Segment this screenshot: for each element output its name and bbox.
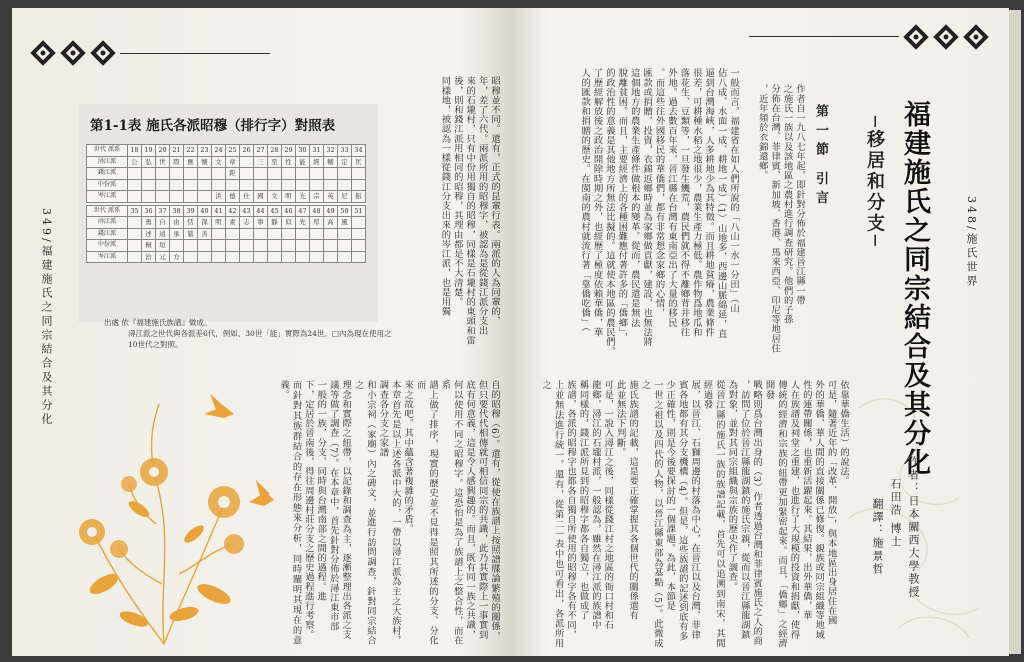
table-cell — [268, 168, 282, 180]
table-cell: 章 — [226, 156, 240, 168]
text-column: 一般的一族，分支、同時與台灣南部之間的過程。進 — [315, 380, 327, 601]
table-cell — [156, 179, 170, 191]
table-cell: 光 — [296, 191, 310, 203]
table-cell — [296, 179, 310, 191]
text-column: 來的石壠村，只有中份用獨自的昭穆，同樣是石壠村的東頭和雷 — [464, 76, 476, 345]
table-row — [87, 156, 366, 168]
table-cell — [240, 240, 254, 252]
table-cell: 22 — [184, 145, 198, 157]
table-cell: 21 — [170, 145, 184, 157]
table-cell — [156, 191, 170, 203]
table-cell: 20 — [156, 145, 170, 157]
table-cell — [282, 179, 296, 191]
text-column: 本章首先是以上述各派中大的，一帶以潯江派為主之大族村，調查各分支之家譜 — [377, 380, 401, 645]
table-cell — [184, 179, 198, 191]
table-cell: 49 — [324, 205, 338, 217]
row-header-cell: 潯江派 — [87, 156, 128, 168]
table-cell — [296, 168, 310, 180]
page-runner: 349/福建施氏之同宗結合及其分化 — [40, 208, 53, 427]
table-cell: 23 — [198, 145, 212, 157]
table-cell — [142, 179, 156, 191]
text-column: 議等做了調查（7）。在本章中，首先針對分佈於潯江東市部 — [327, 380, 339, 632]
table-cell: 治 — [142, 251, 156, 263]
text-column: 從晉江縣的施氏一族的族譜記載，首先可以追溯到南宋，其間經過發 — [701, 380, 725, 648]
text-column: 外地。過去數百年來，晉江縣在台灣有東南亞出了大量的移民 — [665, 68, 677, 328]
text-column: 昭穆並不同。還有，正式的昆輩行表。兩派的人為同輩的， — [489, 76, 500, 326]
table-cell — [212, 168, 226, 180]
table-cell — [352, 168, 366, 180]
row-header-cell: 岑江派 — [87, 191, 128, 203]
table-cell — [198, 168, 212, 180]
text-column: 而針對其族群結合的存在形態來分析，同時闡明其現在的意義。 — [278, 380, 302, 645]
table-cell — [142, 191, 156, 203]
table-cell: 弘 — [142, 156, 156, 168]
table-cell — [212, 251, 226, 263]
table-cell: 經 — [310, 156, 324, 168]
table-cell — [254, 228, 268, 240]
table-cell: 振 — [352, 191, 366, 203]
table-cell — [198, 179, 212, 191]
table-cell — [324, 240, 338, 252]
table-cell — [184, 251, 198, 263]
row-header-cell: 潯江派 — [87, 217, 128, 229]
table-cell: 36 — [142, 205, 156, 217]
table-cell: 勇 — [142, 217, 156, 229]
text-column: 分佈在台灣、菲律賓、新加坡、香港、馬來西亞、印尼等地居住 — [769, 84, 781, 353]
table-cell — [310, 228, 324, 240]
table-cell — [128, 228, 142, 240]
table-cell: 英 — [324, 191, 338, 203]
table-cell — [352, 251, 366, 263]
table-cell: 45 — [268, 205, 282, 217]
table-cell: 19 — [142, 145, 156, 157]
table-row — [87, 240, 366, 252]
text-column: 可是，隨著近年的「改革．開放」，與本地區出身居住在國 — [825, 380, 837, 625]
right-lower-text — [533, 380, 849, 648]
text-column: 賓各地都有其分支機構（4）。但是，這些族譜的記述到底有多 — [676, 380, 688, 641]
section-heading: 第一節 引言 — [813, 104, 828, 210]
table-cell: 志 — [240, 217, 254, 229]
table-cell — [338, 228, 352, 240]
text-column: 後，則和錢江派用相同的昭穆，其理由都是不大清楚。 — [451, 76, 463, 307]
table-cell: 應 — [184, 156, 198, 168]
table-cell: 方 — [170, 251, 184, 263]
table-cell: 善 — [198, 228, 212, 240]
translator: 翻譯：施景哲 — [871, 498, 884, 576]
table-cell — [156, 168, 170, 180]
table-cell — [212, 240, 226, 252]
clan-generation-table — [86, 144, 366, 263]
table-cell: 元 — [156, 251, 170, 263]
text-column: 人在族譜及祠堂之重建，也進行了大規模的投資和捐獻，使得 — [788, 380, 800, 640]
diamond-ornament-icon — [58, 38, 88, 68]
text-column: 匯款或捐贈，投資，衣錦返鄉時並為家鄉做貢獻，建設，也無法將 — [641, 68, 653, 347]
table-cell — [268, 251, 282, 263]
text-column: 可是，一說入潯江之後，同樣從錢江村之地區的衙口村和石 — [602, 380, 614, 630]
table-cell: 18 — [128, 145, 142, 157]
table-cell: 41 — [212, 205, 226, 217]
diamond-ornament-icon — [961, 22, 991, 52]
table-cell: 26 — [240, 145, 254, 157]
text-column: ，近年頻於衣錦還鄉。 — [756, 84, 768, 180]
table-cell — [282, 228, 296, 240]
table-cell — [254, 251, 268, 263]
text-column: 施氏族譜的記載，這是要正確掌握其各個世代的關係還有 — [627, 380, 639, 620]
left-upper-text — [400, 76, 500, 376]
table-cell: 51 — [352, 205, 366, 217]
table-cell: 能 — [296, 156, 310, 168]
table-cell: 深 — [198, 217, 212, 229]
text-column: 作者自一九八七年起，即針對分佈於福建晉江縣一帶 — [794, 84, 805, 305]
table-cell: 明 — [212, 217, 226, 229]
table-cell: 性 — [282, 156, 296, 168]
table-cell: 47 — [296, 205, 310, 217]
table-row — [87, 145, 366, 157]
table-row — [87, 217, 366, 229]
table-cell: 承 — [170, 228, 184, 240]
text-column: 戰略則爲台灣出身的（3）作者透過台灣和菲律賓施氏之人的商 — [751, 380, 763, 646]
table-cell: 25 — [226, 145, 240, 157]
right-upper-text — [533, 68, 739, 374]
table-cell — [128, 240, 142, 252]
table-cell: 寧 — [254, 217, 268, 229]
text-column: 依靠華僑生活）的說法。 — [838, 380, 849, 486]
table-cell — [170, 168, 184, 180]
table-cell: 文 — [212, 156, 226, 168]
table-cell: 世 — [156, 156, 170, 168]
table-row — [87, 168, 366, 180]
text-column: 此並無法下判斷。 — [614, 380, 626, 457]
clan-table-box — [78, 104, 378, 322]
table-cell — [254, 240, 268, 252]
table-cell: 42 — [226, 205, 240, 217]
table-cell: 遠 — [156, 228, 170, 240]
text-column: 何以使用不同之昭穆字。這恐怕是為了族譜上之整合性，而在系 — [439, 380, 463, 645]
table-cell — [128, 251, 142, 263]
text-column: 一世之祖以及四代的人物，以晉江縣東部為基點（5）。此微成之 — [639, 380, 663, 648]
text-column: 佔八成、水面一成、耕地一成）（1）山地多，西邊山脈綿延，直 — [715, 68, 727, 339]
table-cell — [128, 168, 142, 180]
header-rule — [749, 36, 899, 37]
table-cell: 懷 — [198, 156, 212, 168]
text-column: 了歷經解放後之政治開除時期之外，也經歷了極度依賴華僑，華 — [591, 68, 603, 337]
table-cell: 仕 — [240, 191, 254, 203]
table-cell — [254, 168, 268, 180]
table-cell: 40 — [198, 205, 212, 217]
table-cell — [254, 179, 268, 191]
table-cell — [226, 240, 240, 252]
diamond-ornament-icon — [28, 38, 58, 68]
table-cell — [226, 251, 240, 263]
table-row — [87, 228, 366, 240]
table-cell: 33 — [338, 145, 352, 157]
swirl-decoration — [839, 368, 999, 648]
page-runner: 348/施氏世界 — [965, 196, 978, 289]
row-header-cell: 錢江派 — [87, 228, 128, 240]
text-column: 展，以晉江、石獅周邊的村落為中心，在晉江以及台灣、菲律 — [689, 380, 701, 640]
table-cell — [128, 179, 142, 191]
text-column: 族譜，各派的昭穆字也都各自獨自所使用的昭穆字各有不同， — [565, 380, 577, 640]
left-lower-text — [278, 380, 500, 645]
table-cell: 29 — [282, 145, 296, 157]
text-column: 少正確性，則是今後要探討的一個課題。為此，本節是 — [664, 380, 676, 611]
table-cell: 高 — [324, 217, 338, 229]
table-cell — [184, 191, 198, 203]
table-row — [87, 251, 366, 263]
table-cell — [170, 179, 184, 191]
text-column: 落花生、豆類等，一旦發生饑荒，農民們就不得不離鄉背井移往 — [678, 68, 690, 337]
table-cell — [184, 168, 198, 180]
text-column: 龍鄉，潯江的石壠村派，一般認為，雖然在潯江派的族譜中 — [589, 380, 601, 630]
table-cell: 由 — [170, 217, 184, 229]
header-rule — [120, 53, 270, 54]
table-cell: 37 — [156, 205, 170, 217]
text-column: 但只要代代相傳就可相信同宗的共識，此乃其實際上一事實到 — [476, 380, 488, 640]
table-cell — [324, 251, 338, 263]
intro-text — [743, 84, 805, 374]
table-cell: 恬 — [184, 217, 198, 229]
caption-line: 潯江派之世代與各派差6代，例如、30世「能」實際為24世。□內為現在使用之10世代之對照。 — [128, 329, 392, 349]
table-row — [87, 205, 366, 217]
table-cell — [240, 251, 254, 263]
table-cell: 際 — [170, 156, 184, 168]
text-column: 外的華僑、華人間的直接關係已修復。親族或同宗組織等地域 — [813, 380, 825, 640]
table-cell — [352, 228, 366, 240]
caption-line: 出處 依『福建施氏族譜』做成。 — [104, 318, 212, 327]
table-cell: 垣 — [156, 240, 170, 252]
text-column: 底有何意義，這是令人感興趣的。而且，既有同一族之共識， — [464, 380, 476, 640]
table-cell — [352, 217, 366, 229]
table-cell — [324, 179, 338, 191]
text-column: 這個地方的農業生產條件做根本的變革。從而，農民還是無法 — [628, 68, 640, 328]
table-cell — [240, 168, 254, 180]
table-cell — [338, 179, 352, 191]
page-edge — [1009, 10, 1021, 654]
table-cell: 距 — [226, 168, 240, 180]
author-name: 石田浩 博士 — [889, 478, 902, 549]
table-cell — [198, 191, 212, 203]
table-cell — [226, 179, 240, 191]
table-cell: 39 — [184, 205, 198, 217]
table-cell: 38 — [170, 205, 184, 217]
table-cell — [352, 179, 366, 191]
table-cell — [310, 168, 324, 180]
table-cell: 靜 — [268, 217, 282, 229]
table-cell — [282, 251, 296, 263]
text-column: 年，差了六代。兩派所用的昭穆字，被認為是從錢江派分支出 — [476, 76, 488, 336]
table-cell: 似 — [282, 217, 296, 229]
table-cell: 宗 — [310, 191, 324, 203]
table-cell: 28 — [268, 145, 282, 157]
table-cell — [310, 179, 324, 191]
table-cell — [296, 228, 310, 240]
table-cell: 46 — [282, 205, 296, 217]
table-cell — [226, 228, 240, 240]
author-affiliation: 作者：日本關西大學教授 — [907, 456, 920, 599]
text-column: 很差，可耕種水稻之地很少，農業生產力極低。農作物爲地瓜和 — [690, 68, 702, 337]
table-cell — [128, 217, 142, 229]
row-header-cell: 世代 派系 — [87, 145, 128, 157]
table-caption — [104, 317, 394, 350]
table-cell: 德 — [226, 191, 240, 203]
table-cell — [324, 168, 338, 180]
text-column: 譜上做了排序，現實的歷史並不見得是照其所述的分支、分化而 — [414, 380, 438, 645]
table-cell: 文 — [268, 191, 282, 203]
table-cell: 匡 — [352, 156, 366, 168]
floral-illustration — [34, 384, 302, 646]
table-cell — [142, 168, 156, 180]
text-column: 同樣地，被認為一樣從錢江分支出來的岑江派，也是用獨 — [439, 76, 451, 316]
table-cell — [352, 240, 366, 252]
table-cell: 述 — [142, 228, 156, 240]
text-column: 性的連帶關係，也重新活躍起來。其結果，出外華僑，華 — [800, 380, 812, 620]
table-cell: 自 — [156, 217, 170, 229]
table-cell: 32 — [324, 145, 338, 157]
row-header-cell: 錢江派 — [87, 168, 128, 180]
text-column: 人的匯款和捐贈的歷史。在閩南的農村就流行著「靠僑吃僑」（ — [579, 68, 591, 333]
table-cell: 35 — [128, 205, 142, 217]
table-row — [87, 191, 366, 203]
table-cell: 公 — [128, 156, 142, 168]
table-cell — [296, 240, 310, 252]
table-cell: 厚 — [310, 217, 324, 229]
text-column: 一般而言，福建省在如人們所說的「八山一水一分田」（山 — [728, 68, 739, 313]
table-cell — [170, 191, 184, 203]
table-cell: 明 — [282, 191, 296, 203]
text-column: 和小宗祠（家廟）內之碑文，並進行訪問調查，針對同宗結合之 — [352, 380, 376, 645]
row-header-cell: 中份派 — [87, 179, 128, 191]
row-header-cell: 中份派 — [87, 240, 128, 252]
table-cell: 43 — [240, 205, 254, 217]
table-cell — [268, 179, 282, 191]
table-cell: 桐 — [142, 240, 156, 252]
row-header-cell: 世代 派系 — [87, 205, 128, 217]
text-column: 逼到台灣海峽，人多耕地少為其特徵。而且耕地貧瘠，農業條件 — [703, 68, 715, 337]
right-page — [509, 8, 1009, 656]
table-cell — [324, 228, 338, 240]
table-cell: 44 — [254, 205, 268, 217]
article-title: 福建施氏之同宗結合及其分化 — [899, 100, 930, 477]
table-cell: 至 — [268, 156, 282, 168]
article-subtitle: ─移居和分支─ — [864, 116, 885, 249]
table-cell: 48 — [310, 205, 324, 217]
table-cell: 輔 — [324, 156, 338, 168]
diamond-ornament-icon — [931, 22, 961, 52]
text-column: 上並無法進行統一。還有，從第二一表中也可看出，各派所用之 — [540, 380, 564, 648]
table-cell: 定 — [338, 156, 352, 168]
table-cell — [128, 191, 142, 203]
table-cell: 24 — [212, 145, 226, 157]
table-cell — [240, 228, 254, 240]
table-cell — [296, 251, 310, 263]
text-column: 稱同樣的，錢江派所見到的昭穆字都各自獨立，也做成了 — [577, 380, 589, 620]
table-cell — [184, 240, 198, 252]
table-cell: 31 — [310, 145, 324, 157]
text-column: 下，定居於晉南後，得往周邊村莊分支之歷史過程進行考察。 — [302, 380, 314, 640]
table-cell — [198, 251, 212, 263]
left-page — [12, 8, 509, 656]
table-cell — [282, 168, 296, 180]
table-cell: 50 — [338, 205, 352, 217]
table-cell: 三 — [254, 156, 268, 168]
table-cell — [338, 240, 352, 252]
table-cell — [310, 251, 324, 263]
table-cell — [268, 228, 282, 240]
table-cell — [268, 240, 282, 252]
table-cell: 纂 — [184, 228, 198, 240]
table-cell — [240, 156, 254, 168]
text-column: 來之故吧。其中蘊含著複雜的矛盾。 — [402, 380, 414, 534]
text-column: 理念和實際之紐帶，以記錄和調查為主，逐漸整理出各派之支 — [340, 380, 352, 640]
table-cell: 洪 — [212, 191, 226, 203]
table-cell: 34 — [352, 145, 366, 157]
diamond-ornament-icon — [88, 38, 118, 68]
text-column: 。而這些往外國移民的華僑們，都有非常想念家鄉的心情， — [653, 68, 665, 318]
table-cell — [170, 240, 184, 252]
table-cell — [338, 251, 352, 263]
table-cell — [338, 168, 352, 180]
table-cell — [212, 179, 226, 191]
row-header-cell: 岑江派 — [87, 251, 128, 263]
table-cell — [282, 240, 296, 252]
text-column: 自的昭穆（6）。還有，從使在族譜上按照譜牒論繁殖的關係， — [489, 380, 500, 641]
diamond-ornament-icon — [901, 22, 931, 52]
table-title: 第1-1表 施氏各派昭穆（排行字）對照表 — [90, 118, 336, 134]
table-cell: 27 — [254, 145, 268, 157]
text-column: 的政治性的意義是其他地方所無法比擬的。這就使本地區的農民們， — [603, 68, 615, 356]
table-cell — [240, 179, 254, 191]
table-cell: 先 — [296, 217, 310, 229]
text-column: 傳統的經濟和宗族的紐帶更加緊密起來。而且，「僑鄉」之經濟開發 — [763, 380, 787, 648]
table-cell: 國 — [254, 191, 268, 203]
table-cell — [212, 228, 226, 240]
text-column: 脫離貧困。而且，主要經濟上的各種困難應付著許多的「僑鄉」， — [616, 68, 628, 342]
table-row — [87, 179, 366, 191]
table-cell: 30 — [296, 145, 310, 157]
table-cell: 素 — [226, 217, 240, 229]
text-column: 之施氏一族以及該地區之農村進行調查研究。他們的子孫 — [781, 84, 793, 324]
table-cell — [310, 240, 324, 252]
table-cell: 風 — [338, 217, 352, 229]
table-cell: 尼 — [338, 191, 352, 203]
text-column: 為對象，並對其同宗組織與宗族的歷史作了調查。 — [726, 380, 738, 592]
text-column: ，訪問了位於晉江縣龍湖鎮的施氏宗親，從而以晉江縣龍湖鎮 — [738, 380, 750, 640]
table-cell — [198, 240, 212, 252]
